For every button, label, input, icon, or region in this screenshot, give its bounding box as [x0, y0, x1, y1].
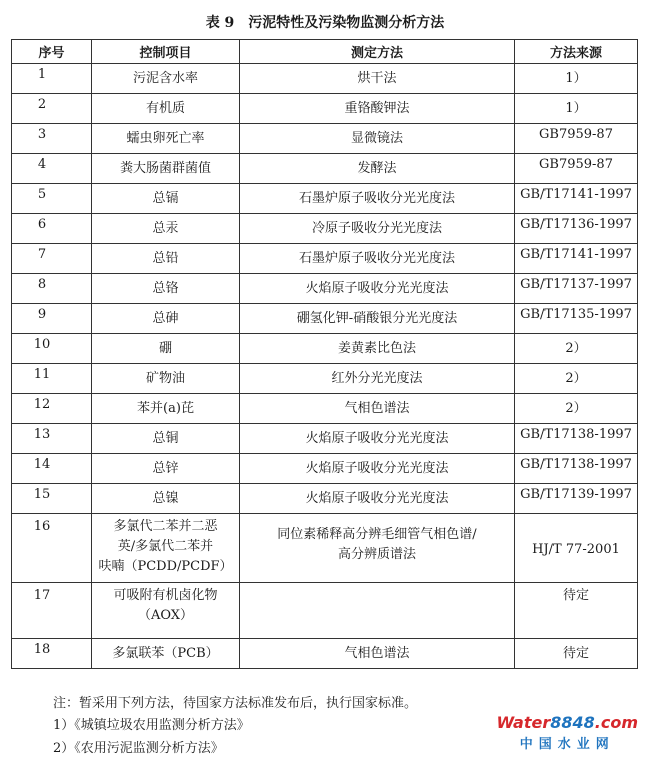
table-row — [12, 394, 638, 424]
row-source: 待定 — [515, 583, 638, 639]
table-row — [12, 484, 638, 514]
row-item: 多氯联苯（PCB） — [92, 639, 240, 669]
row-item — [92, 583, 240, 639]
table-row — [12, 583, 638, 639]
row-source: 2） — [515, 394, 638, 424]
row-index: 18 — [12, 639, 92, 669]
table-row — [12, 124, 638, 154]
row-index: 2 — [12, 94, 92, 124]
row-item: 总铅 — [92, 244, 240, 274]
row-index: 14 — [12, 454, 92, 484]
row-index: 4 — [12, 154, 92, 184]
row-method: 火焰原子吸收分光光度法 — [240, 274, 515, 304]
row-method: 红外分光光度法 — [240, 364, 515, 394]
row-source: 2） — [515, 334, 638, 364]
table-row — [12, 64, 638, 94]
row-source: GB7959-87 — [515, 154, 638, 184]
header-method: 测定方法 — [240, 40, 515, 64]
row-index: 15 — [12, 484, 92, 514]
row-source: GB/T17138-1997 — [515, 424, 638, 454]
row-source: 1） — [515, 64, 638, 94]
header-source: 方法来源 — [515, 40, 638, 64]
row-source: 1） — [515, 94, 638, 124]
row-source: GB/T17141-1997 — [515, 244, 638, 274]
row-method: 姜黄素比色法 — [240, 334, 515, 364]
row-source: GB/T17135-1997 — [515, 304, 638, 334]
table-header-row — [12, 40, 638, 64]
row-item: 总镍 — [92, 484, 240, 514]
row-source: 2） — [515, 364, 638, 394]
header-item: 控制项目 — [92, 40, 240, 64]
row-item-line: （AOX） — [137, 608, 194, 623]
watermark-logo — [496, 713, 638, 752]
row-method: 气相色谱法 — [240, 394, 515, 424]
row-index: 7 — [12, 244, 92, 274]
watermark-brand — [496, 713, 638, 732]
row-index: 3 — [12, 124, 92, 154]
row-method: 石墨炉原子吸收分光光度法 — [240, 184, 515, 214]
row-item: 硼 — [92, 334, 240, 364]
row-index: 13 — [12, 424, 92, 454]
row-method: 火焰原子吸收分光光度法 — [240, 484, 515, 514]
row-method-line: 高分辨质谱法 — [337, 547, 416, 562]
watermark-brand-word: Water — [496, 713, 551, 732]
table-row — [12, 304, 638, 334]
row-method: 硼氢化钾-硝酸银分光光度法 — [240, 304, 515, 334]
monitoring-methods-table — [11, 39, 638, 669]
table-row — [12, 154, 638, 184]
table-row — [12, 274, 638, 304]
row-method: 气相色谱法 — [240, 639, 515, 669]
table-title: 表 9 污泥特性及污染物监测分析方法 — [205, 15, 445, 31]
row-source: GB/T17139-1997 — [515, 484, 638, 514]
row-index: 9 — [12, 304, 92, 334]
watermark-brand-tld: .com — [594, 713, 638, 732]
row-index: 11 — [12, 364, 92, 394]
row-method: 火焰原子吸收分光光度法 — [240, 424, 515, 454]
table-row — [12, 334, 638, 364]
row-item: 总锌 — [92, 454, 240, 484]
row-source: GB/T17136-1997 — [515, 214, 638, 244]
row-method: 石墨炉原子吸收分光光度法 — [240, 244, 515, 274]
table-row — [12, 244, 638, 274]
row-source: GB7959-87 — [515, 124, 638, 154]
row-item: 总铜 — [92, 424, 240, 454]
row-item — [92, 514, 240, 583]
table-row — [12, 94, 638, 124]
watermark-brand-num: 8848 — [550, 713, 595, 732]
row-item: 总镉 — [92, 184, 240, 214]
row-item-line: 呋喃（PCDD/PCDF） — [98, 559, 233, 574]
row-item: 蠕虫卵死亡率 — [92, 124, 240, 154]
row-method: 冷原子吸收分光光度法 — [240, 214, 515, 244]
row-index: 10 — [12, 334, 92, 364]
row-method — [240, 583, 515, 639]
header-index: 序号 — [12, 40, 92, 64]
table-note: 注：暂采用下列方法，待国家方法标准发布后，执行国家标准。 — [53, 696, 418, 711]
row-method: 发酵法 — [240, 154, 515, 184]
row-source: HJ/T 77-2001 — [515, 514, 638, 583]
row-method — [240, 514, 515, 583]
row-item: 矿物油 — [92, 364, 240, 394]
watermark-cn: 中国水业网 — [519, 737, 615, 752]
table-row — [12, 424, 638, 454]
row-item-line: 英/多氯代二苯并 — [117, 539, 214, 554]
row-index: 6 — [12, 214, 92, 244]
table-row — [12, 364, 638, 394]
row-index: 5 — [12, 184, 92, 214]
table-row — [12, 184, 638, 214]
row-method-line: 同位素稀释高分辨毛细管气相色谱/ — [277, 527, 477, 542]
row-item: 有机质 — [92, 94, 240, 124]
table-note-2: 2）《农用污泥监测分析方法》 — [53, 741, 224, 756]
row-item-line: 多氯代二苯并二恶 — [113, 519, 218, 534]
row-source: GB/T17137-1997 — [515, 274, 638, 304]
row-method: 显微镜法 — [240, 124, 515, 154]
row-source: GB/T17141-1997 — [515, 184, 638, 214]
row-item-line: 可吸附有机卤化物 — [113, 588, 218, 603]
row-index: 1 — [12, 64, 92, 94]
table-note-1: 1）《城镇垃圾农用监测分析方法》 — [53, 718, 250, 733]
row-index: 8 — [12, 274, 92, 304]
row-item: 总汞 — [92, 214, 240, 244]
table-row — [12, 514, 638, 583]
row-source: GB/T17138-1997 — [515, 454, 638, 484]
row-item: 总砷 — [92, 304, 240, 334]
row-source: 待定 — [515, 639, 638, 669]
row-index: 17 — [12, 583, 92, 639]
row-method: 烘干法 — [240, 64, 515, 94]
row-method: 火焰原子吸收分光光度法 — [240, 454, 515, 484]
row-item: 总铬 — [92, 274, 240, 304]
row-method: 重铬酸钾法 — [240, 94, 515, 124]
table-row — [12, 454, 638, 484]
table-row — [12, 214, 638, 244]
row-item: 污泥含水率 — [92, 64, 240, 94]
row-item: 苯并(a)芘 — [92, 394, 240, 424]
row-item: 粪大肠菌群菌值 — [92, 154, 240, 184]
row-index: 16 — [12, 514, 92, 583]
table-row — [12, 639, 638, 669]
row-index: 12 — [12, 394, 92, 424]
